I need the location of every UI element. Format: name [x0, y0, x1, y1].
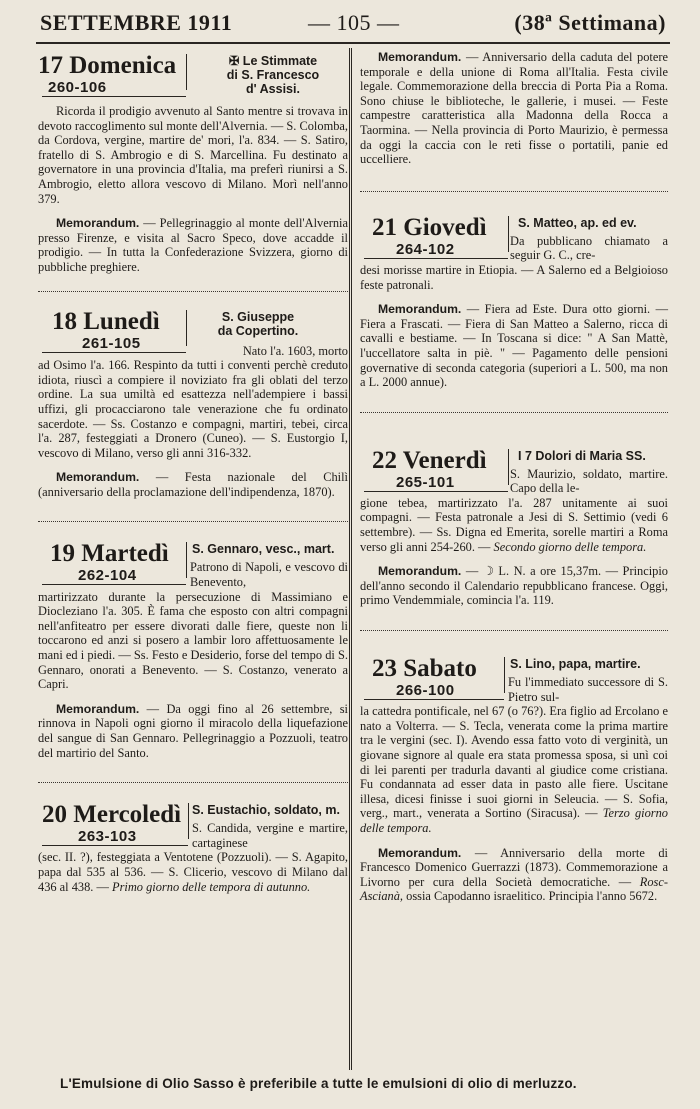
- saint-continuation: Da pubblicano chiamato a seguir G. C., cre-: [510, 233, 668, 263]
- memo-label: Memorandum.: [378, 564, 462, 579]
- memo-label: Memorandum.: [56, 216, 140, 231]
- day-header: [38, 540, 348, 585]
- day-numbers: 263-103: [78, 828, 137, 846]
- memo-text: — Pellegrinaggio al monte dell'Alvernia presso Firenze, e visita al Sacro Speco, dove accadde il prodigio. — In tutta la Confederazione Svizzera, giorno di pubbliche preghiere.: [38, 216, 348, 274]
- saint-continuation: Nato l'a. 1603, morto: [242, 343, 348, 358]
- header-horizontal-rule: [364, 491, 508, 492]
- day-text: desi morisse martire in Etiopia. — A Salerno ed a Belgioioso feste patronali.: [360, 262, 668, 292]
- day-numbers: 265-101: [396, 473, 455, 491]
- header-page-number: — 105 —: [308, 10, 400, 35]
- saint-line: S. Giuseppe: [221, 309, 295, 324]
- memo-text: — Anniversario della morte di Francesco Domenico Guerrazzi (1873). Commemorazione a Livorno per cura della Società democratiche. —: [360, 845, 668, 889]
- tempora-note: Secondo giorno delle tempora.: [493, 539, 647, 554]
- dotted-separator: [38, 521, 348, 522]
- dotted-separator: [360, 191, 668, 192]
- saint-of-day: [510, 657, 668, 671]
- day-name: 18 Lunedì: [52, 307, 160, 335]
- memo-text: — Anniversario della caduta del potere temporale e della unione di Roma all'Italia. Festa civile legale. Commemorazione della breccia di Porta Pia a Roma. Sono chiuse le biblioteche, le gallerie, i musei. — Feste campestre caratteristica alla Madonna della Rocca a Taormina. — Nella provincia di Porto Maurizio, è permessa da oggi la caccia con le reti fisse o portatili, panie ed uccelliere.: [360, 50, 668, 167]
- day-entry-21: [360, 214, 668, 413]
- day-numbers: 264-102: [396, 240, 455, 258]
- header-horizontal-rule: [42, 96, 186, 97]
- saint-line: d' Assisi.: [246, 82, 300, 96]
- tempora-note: Terzo giorno delle tempora.: [360, 806, 668, 835]
- day-text-main: (sec. II. ?), festeggiata a Ventotene (Pozzuoli). — S. Agapito, papa dal 535 al 536. — S. Clicerio, vescovo di Milano dal 436 al 438. —: [38, 850, 348, 894]
- day-entry-23: [360, 655, 668, 904]
- saint-of-day: [198, 310, 318, 338]
- header-vertical-rule: [508, 216, 509, 252]
- left-column: [38, 52, 348, 894]
- memo-label: Memorandum.: [378, 302, 462, 317]
- day-numbers: 262-104: [78, 567, 137, 585]
- right-column: [360, 50, 668, 904]
- day-name: 19 Martedì: [50, 540, 169, 568]
- saint-line: S. Eustachio, soldato, m.: [192, 803, 340, 818]
- day-entry-18: [38, 308, 348, 523]
- memorandum-day-20: [360, 50, 668, 167]
- memorandum: [360, 302, 668, 390]
- day-name: 21 Giovedì: [372, 213, 487, 241]
- day-header: [38, 801, 348, 846]
- dotted-separator: [38, 782, 348, 783]
- memorandum: [360, 564, 668, 608]
- day-text: martirizzato durante la persecuzione di Massimiano e Diocleziano l'a. 305. È fama che esposto con altri compagni nell'anfiteatro per essere divorati dalle fiere, queste non li toccarono ed anzi si posero a lambir loro affettuosamente le mani ed i piedi. — Ss. Festo e Desiderio, forse del tempo di S. Gennaro, onorati a Benevento. — S. Costanzo, venerato a Capri.: [38, 589, 348, 692]
- day-numbers: 266-100: [396, 682, 455, 700]
- day-text-main: la cattedra pontificale, nel 67 (o 76?). Era figlio ad Ercolano e nato a Volterra. — S. Tecla, venerata come la prima martire tra le vergini (sec. I). Avendo essa fatto voto di verginità, un giovane signore al quale era stata promessa sposa, si unì coi di lei parenti per tradurla davanti al giudice come cristiana. Fu condannata ad esser data in pasto alle fiere. Uscitane illesa, dicesi finisse i suoi giorni in Seleucia. — S. Sofia, verg., mart., venerata a Sortino (Siracusa). —: [360, 704, 668, 821]
- day-header: [360, 214, 668, 256]
- saint-continuation: Patrono di Napoli, e vescovo di Benevento,: [190, 560, 348, 590]
- saint-line: I 7 Dolori di Maria SS.: [518, 448, 646, 463]
- saint-line: S. Matteo, ap. ed ev.: [518, 215, 637, 230]
- header-vertical-rule: [186, 310, 187, 346]
- day-numbers: 261-105: [82, 334, 141, 352]
- memo-text: — ☽ L. N. a ore 15,37m. — Principio dell'anno secondo il Calendario repubblicano francese. Oggi, primo Vendemmiale, comincia l'a. 119.: [360, 564, 668, 608]
- memo-text: — Da oggi fino al 26 settembre, si rinnova in Napoli ogni giorno il miracolo della liquefazione del sangue di San Gennaro. Pellegrinaggio a Pozzuoli, teatro del martirio del Santo.: [38, 701, 348, 760]
- day-name: 20 Mercoledì: [42, 801, 182, 829]
- dotted-separator: [360, 630, 668, 631]
- day-text: [360, 704, 668, 835]
- day-name: 17 Domenica: [38, 52, 177, 79]
- day-text-main: gione tebea, martirizzato l'a. 287 unitamente ai suoi compagni. — Festa patronale a Jesi di S. Settimio (vedi 6 settembre). — Ss. Digna ed Emerita, sorelle martiri a Roma verso gli anni 254-260. —: [360, 495, 668, 554]
- dotted-separator: [360, 412, 668, 413]
- header-vertical-rule: [508, 449, 509, 485]
- memo-label: Memorandum.: [378, 50, 462, 64]
- memo-italic: Rosc-Ascianà,: [360, 874, 668, 904]
- day-entry-19: [38, 540, 348, 783]
- day-header: [360, 655, 668, 700]
- saint-of-day: [518, 216, 668, 230]
- column-divider: [349, 48, 352, 1070]
- day-header: [38, 52, 348, 100]
- memo-text: — Fiera ad Este. Dura otto giorni. — Fiera a Frascati. — Fiera di San Matteo a Salerno, ricca di cavalli e bestiame. — In Toscana si dice: " A San Mattè, l'uccellatore salta in piè. " — Pagamento delle pensioni governative di seconda categoria (superiori a L. 500, ma non a L. 2000 annue).: [360, 302, 668, 390]
- memo-tail: ossia Capodanno israelitico. Principia l'anno 5672.: [406, 889, 658, 904]
- day-name: 23 Sabato: [372, 655, 477, 683]
- header-vertical-rule: [188, 803, 189, 839]
- header-week: (38ª Settimana): [514, 10, 666, 35]
- day-name: 22 Venerdì: [372, 446, 487, 474]
- memo-text: — Festa nazionale del Chilì (anniversario della proclamazione dell'indipendenza, 1870).: [38, 470, 348, 499]
- header-vertical-rule: [186, 54, 187, 90]
- day-text: [360, 496, 668, 554]
- saint-of-day: [192, 542, 350, 556]
- memorandum: [38, 216, 348, 274]
- header-horizontal-rule: [42, 584, 186, 585]
- header-horizontal-rule: [364, 699, 504, 700]
- day-text: [38, 850, 348, 894]
- day-entry-20: [38, 801, 348, 894]
- day-entry-17: [38, 52, 348, 292]
- saint-line: ✠ Le Stimmate: [228, 54, 318, 68]
- saint-continuation: S. Candida, vergine e martire, cartaginese: [192, 821, 348, 850]
- saint-line: da Copertino.: [217, 323, 299, 338]
- day-entry-22: [360, 447, 668, 631]
- saint-of-day: [192, 803, 352, 817]
- memo-label: Memorandum.: [378, 845, 462, 860]
- memorandum: [38, 702, 348, 760]
- header-horizontal-rule: [42, 845, 188, 846]
- saint-line: S. Lino, papa, martire.: [510, 657, 641, 672]
- saint-continuation: S. Maurizio, soldato, martire. Capo della le-: [510, 466, 668, 496]
- header-rule: [36, 42, 670, 44]
- header-vertical-rule: [504, 657, 505, 693]
- dotted-separator: [38, 291, 348, 292]
- day-header: [360, 446, 668, 491]
- day-numbers: 260-106: [48, 79, 107, 96]
- advertisement-footer: L'Emulsione di Olio Sasso è preferibile a tutte le emulsioni di olio di merluzzo.: [60, 1076, 577, 1091]
- tempora-note: Primo giorno delle tempora di autunno.: [112, 879, 311, 894]
- memorandum: [360, 846, 668, 904]
- saint-continuation: Fu l'immediato successore di S. Pietro sul-: [508, 675, 668, 704]
- saint-of-day: [518, 449, 668, 463]
- page-header: [40, 10, 666, 40]
- saint-of-day: [198, 54, 348, 96]
- day-text: ad Osimo l'a. 166. Respinto da tutti i conventi perchè creduto idiota, riuscì a compiere il noviziato fra gli oblati del terzo ordine. La sua umiltà ed esattezza nell'adempiere i bassi uffizi, gli procacciarono tale venerazione che fu ordinato sacerdote. — Ss. Costanzo e compagni, martiri, tebei, circa l'a. 287, festeggiati a Dronero (Cuneo). — S. Eustorgio I, vescovo di Milano, verso gli anni 316-332.: [38, 358, 348, 460]
- header-horizontal-rule: [42, 352, 186, 353]
- memo-label: Memorandum.: [56, 701, 140, 716]
- day-text: Ricorda il prodigio avvenuto al Santo mentre si trovava in devoto raccoglimento sul monte dell'Alvernia. — S. Colomba, da Cordova, vergine, martire de' mori, l'a. 834. — S. Satiro, fratello di S. Ambrogio e di S. Marcellina. Fu destinato a governatore in una provincia d'Italia, ma preferì riunirsi a S. Ambrogio, eletto allora vescovo di Milano. Morì nell'anno 379.: [38, 104, 348, 206]
- memo-label: Memorandum.: [56, 470, 140, 485]
- saint-line: di S. Francesco: [226, 68, 320, 82]
- header-month: SETTEMBRE 1911: [40, 10, 233, 35]
- header-vertical-rule: [186, 542, 187, 578]
- saint-line: S. Gennaro, vesc., mart.: [192, 542, 335, 557]
- memorandum: [38, 470, 348, 499]
- header-horizontal-rule: [364, 258, 508, 259]
